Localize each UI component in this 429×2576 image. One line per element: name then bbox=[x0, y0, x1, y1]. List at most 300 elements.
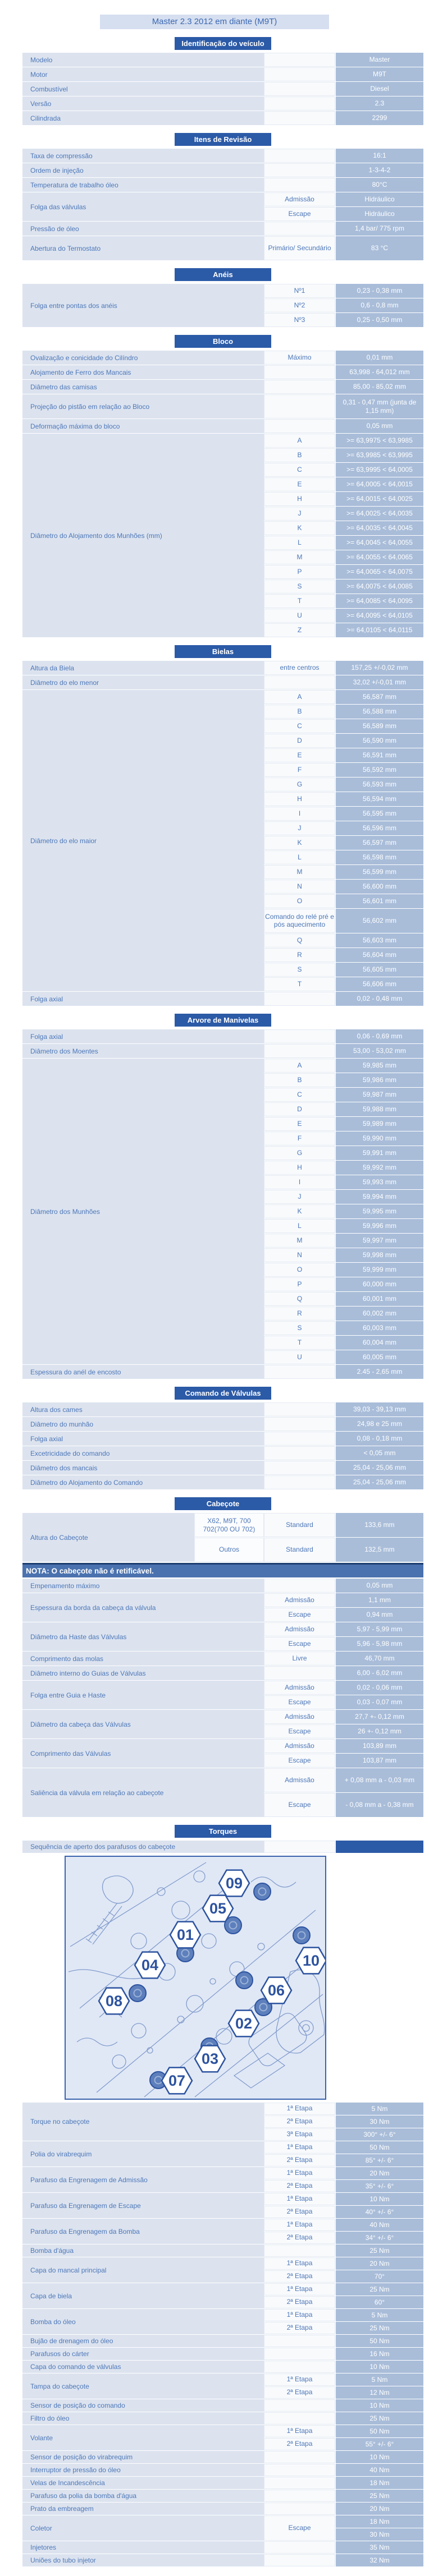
row-value: 25,04 - 25,06 mm bbox=[336, 1461, 423, 1475]
row-qualifier: D bbox=[264, 734, 335, 748]
row-value: 6,00 - 6,02 mm bbox=[336, 1666, 423, 1680]
row-label: Diâmetro da cabeça das Válvulas bbox=[22, 1710, 264, 1738]
row-value: 50 Nm bbox=[336, 2425, 423, 2437]
row-entries bbox=[264, 1417, 423, 1431]
row-entries bbox=[264, 2503, 423, 2515]
row-entry bbox=[264, 948, 423, 962]
row-entry bbox=[194, 1513, 423, 1537]
row-qualifier: 2ª Etapa bbox=[264, 2115, 335, 2128]
row-qualifier: N bbox=[264, 1248, 335, 1262]
row-entry bbox=[264, 2141, 423, 2154]
row-entries bbox=[264, 2335, 423, 2347]
row-label: Deformação máxima do bloco bbox=[22, 419, 264, 433]
row-qualifier: 2ª Etapa bbox=[264, 2296, 335, 2308]
row-qualifier: Q bbox=[264, 933, 335, 947]
row-label: Folga entre Guia e Haste bbox=[22, 1681, 264, 1709]
row-entry bbox=[264, 1365, 423, 1379]
row-value: 1,1 mm bbox=[336, 1593, 423, 1607]
spec-row bbox=[22, 1446, 423, 1460]
row-entry bbox=[264, 1446, 423, 1460]
row-qualifier: Standard bbox=[264, 1513, 335, 1537]
row-value: 0,06 - 0,69 mm bbox=[336, 1029, 423, 1043]
svg-text:02: 02 bbox=[235, 2015, 253, 2032]
row-label: Espessura do anél de encosto bbox=[22, 1365, 264, 1379]
row-value: 56,589 mm bbox=[336, 719, 423, 733]
row-entry bbox=[264, 2128, 423, 2141]
row-value: 0,31 - 0,47 mm (junta de 1,15 mm) bbox=[336, 394, 423, 418]
spec-row bbox=[22, 1666, 423, 1680]
spec-row bbox=[22, 192, 423, 221]
row-value: 56,602 mm bbox=[336, 909, 423, 933]
row-label: Folga das válvulas bbox=[22, 192, 264, 221]
row-entry bbox=[264, 222, 423, 236]
row-entries bbox=[264, 1622, 423, 1651]
svg-text:05: 05 bbox=[209, 1900, 227, 1917]
row-entry bbox=[264, 1793, 423, 1817]
row-value: 5,97 - 5,99 mm bbox=[336, 1622, 423, 1636]
row-qualifier bbox=[264, 2490, 335, 2502]
row-qualifier bbox=[264, 111, 335, 125]
row-qualifier: K bbox=[264, 836, 335, 850]
row-label: Taxa de compressão bbox=[22, 149, 264, 163]
section-header: Cabeçote bbox=[175, 1497, 271, 1510]
row-entry bbox=[264, 1073, 423, 1087]
row-qualifier: Admissão bbox=[264, 1593, 335, 1607]
row-qualifier: 1ª Etapa bbox=[264, 2103, 335, 2115]
svg-text:01: 01 bbox=[176, 1926, 194, 1943]
row-value: 25 Nm bbox=[336, 2412, 423, 2425]
row-value: 2.45 - 2,65 mm bbox=[336, 1365, 423, 1379]
row-qualifier bbox=[264, 1402, 335, 1416]
row-label: Capa do comando de válvulas bbox=[22, 2361, 264, 2373]
row-value: 2.3 bbox=[336, 96, 423, 111]
row-value: 20 Nm bbox=[336, 2257, 423, 2270]
spec-row bbox=[22, 163, 423, 177]
row-qualifier: J bbox=[264, 507, 335, 521]
row-label: Versão bbox=[22, 96, 264, 111]
row-qualifier bbox=[264, 1841, 335, 1853]
row-value: 5,96 - 5,98 mm bbox=[336, 1637, 423, 1651]
row-qualifier: 2ª Etapa bbox=[264, 2232, 335, 2244]
row-entry bbox=[264, 1652, 423, 1666]
row-entries bbox=[264, 2425, 423, 2450]
row-qualifier: T bbox=[264, 977, 335, 991]
variant-cell: Outros bbox=[194, 1538, 264, 1562]
row-value: 59,989 mm bbox=[336, 1117, 423, 1131]
row-entry bbox=[264, 1608, 423, 1622]
row-value: >= 64,0015 < 64,0025 bbox=[336, 492, 423, 506]
row-entry bbox=[264, 1432, 423, 1446]
row-value: >= 64,0085 < 64,0095 bbox=[336, 594, 423, 608]
row-entry bbox=[264, 2309, 423, 2321]
row-qualifier: Escape bbox=[264, 1793, 335, 1817]
row-qualifier: 2ª Etapa bbox=[264, 2438, 335, 2450]
row-qualifier: A bbox=[264, 690, 335, 704]
row-value: 10 Nm bbox=[336, 2399, 423, 2412]
row-entries bbox=[264, 2283, 423, 2308]
row-qualifier: 1ª Etapa bbox=[264, 2193, 335, 2205]
spec-row bbox=[22, 2515, 423, 2541]
row-label: Polia do virabrequim bbox=[22, 2141, 264, 2166]
row-value: 0,94 mm bbox=[336, 1608, 423, 1622]
row-value: 27,7 +- 0,12 mm bbox=[336, 1710, 423, 1724]
row-entries bbox=[264, 394, 423, 418]
svg-text:04: 04 bbox=[141, 1957, 159, 1974]
row-value: 85,00 - 85,02 mm bbox=[336, 380, 423, 394]
row-qualifier bbox=[264, 1432, 335, 1446]
row-entry bbox=[264, 2541, 423, 2554]
row-value: 35° +/- 6° bbox=[336, 2180, 423, 2192]
spec-row bbox=[22, 1622, 423, 1651]
row-label: Diâmetro dos mancais bbox=[22, 1461, 264, 1475]
row-qualifier: Escape bbox=[264, 1608, 335, 1622]
row-qualifier: F bbox=[264, 1131, 335, 1146]
spec-row bbox=[22, 2348, 423, 2360]
row-qualifier: Admissão bbox=[264, 192, 335, 206]
row-entry bbox=[264, 96, 423, 111]
row-entry bbox=[264, 2554, 423, 2566]
spec-row bbox=[22, 365, 423, 379]
spec-row bbox=[22, 2412, 423, 2425]
spec-row bbox=[22, 2193, 423, 2218]
row-value: 0,02 - 0,06 mm bbox=[336, 1681, 423, 1695]
row-entry bbox=[264, 836, 423, 850]
row-value: M9T bbox=[336, 67, 423, 81]
row-qualifier bbox=[264, 419, 335, 433]
row-qualifier: 2ª Etapa bbox=[264, 2154, 335, 2166]
row-value: 55° +/- 6° bbox=[336, 2438, 423, 2450]
row-entry bbox=[264, 719, 423, 733]
row-label: Alojamento de Ferro dos Mancais bbox=[22, 365, 264, 379]
spec-row bbox=[22, 1461, 423, 1475]
svg-text:03: 03 bbox=[201, 2050, 219, 2067]
row-value: 20 Nm bbox=[336, 2503, 423, 2515]
spec-row bbox=[22, 1029, 423, 1043]
row-value: 34° +/- 6° bbox=[336, 2232, 423, 2244]
row-entry bbox=[264, 661, 423, 675]
row-qualifier: I bbox=[264, 807, 335, 821]
row-value: 40° +/- 6° bbox=[336, 2206, 423, 2218]
row-value: Diesel bbox=[336, 82, 423, 96]
spec-row bbox=[22, 178, 423, 192]
section-header: Itens de Revisão bbox=[175, 133, 271, 146]
row-qualifier: Máximo bbox=[264, 351, 335, 365]
row-qualifier: entre centros bbox=[264, 661, 335, 675]
row-qualifier: 2ª Etapa bbox=[264, 2322, 335, 2334]
row-entry bbox=[264, 1088, 423, 1102]
row-qualifier: Nº2 bbox=[264, 298, 335, 312]
row-entry bbox=[264, 1175, 423, 1189]
row-value: 56,595 mm bbox=[336, 807, 423, 821]
row-entry bbox=[264, 1146, 423, 1160]
row-entries bbox=[264, 2244, 423, 2257]
row-entry bbox=[264, 1754, 423, 1768]
row-qualifier: Escape bbox=[264, 1724, 335, 1738]
row-qualifier: D bbox=[264, 1102, 335, 1116]
row-entries bbox=[264, 82, 423, 96]
row-label: Torque no cabeçote bbox=[22, 2103, 264, 2141]
spec-row bbox=[22, 67, 423, 81]
row-entry bbox=[264, 2206, 423, 2218]
row-entry bbox=[264, 850, 423, 864]
row-label: Sensor de posição do virabrequim bbox=[22, 2451, 264, 2463]
row-value: 0,05 mm bbox=[336, 419, 423, 433]
row-value: - 0,08 mm a - 0,38 mm bbox=[336, 1793, 423, 1817]
row-value: 10 Nm bbox=[336, 2361, 423, 2373]
row-entries bbox=[264, 1841, 423, 1853]
row-label: Abertura do Termostato bbox=[22, 236, 264, 260]
row-entries bbox=[264, 1681, 423, 1709]
row-entry bbox=[264, 2115, 423, 2128]
spec-row bbox=[22, 2141, 423, 2166]
row-entry bbox=[264, 894, 423, 908]
row-value: 56,601 mm bbox=[336, 894, 423, 908]
spec-row bbox=[22, 1417, 423, 1431]
spec-row bbox=[22, 2399, 423, 2412]
row-entry bbox=[264, 963, 423, 977]
row-label: Folga axial bbox=[22, 992, 264, 1006]
row-entry bbox=[264, 623, 423, 637]
row-value: 83 °C bbox=[336, 236, 423, 260]
row-label: Comprimento das molas bbox=[22, 1652, 264, 1666]
row-qualifier: 1ª Etapa bbox=[264, 2167, 335, 2179]
row-value: 25 Nm bbox=[336, 2490, 423, 2502]
row-value: 2299 bbox=[336, 111, 423, 125]
row-entries bbox=[264, 992, 423, 1006]
row-entries bbox=[264, 192, 423, 221]
row-value: >= 64,0005 < 64,0015 bbox=[336, 477, 423, 491]
row-qualifier: 1ª Etapa bbox=[264, 2309, 335, 2321]
row-value: 40 Nm bbox=[336, 2464, 423, 2476]
row-entries bbox=[264, 351, 423, 365]
row-label: Bomba d'água bbox=[22, 2244, 264, 2257]
row-qualifier: C bbox=[264, 719, 335, 733]
row-entries bbox=[264, 2361, 423, 2373]
row-value: 25 Nm bbox=[336, 2283, 423, 2296]
row-qualifier: 2ª Etapa bbox=[264, 2270, 335, 2283]
row-label: Parafuso da Engrenagem da Bomba bbox=[22, 2219, 264, 2244]
row-value: 50 Nm bbox=[336, 2141, 423, 2154]
row-entries bbox=[264, 1579, 423, 1593]
row-entry bbox=[264, 521, 423, 535]
row-qualifier: 1ª Etapa bbox=[264, 2283, 335, 2296]
row-qualifier: O bbox=[264, 1263, 335, 1277]
row-label: Altura da Biela bbox=[22, 661, 264, 675]
row-entry bbox=[264, 2464, 423, 2476]
spec-row bbox=[22, 1432, 423, 1446]
row-value: 59,990 mm bbox=[336, 1131, 423, 1146]
row-entry bbox=[264, 1277, 423, 1291]
spec-row bbox=[22, 394, 423, 418]
row-entries bbox=[264, 1029, 423, 1043]
row-entries bbox=[264, 1666, 423, 1680]
row-entries bbox=[264, 2412, 423, 2425]
row-label: Parafuso da Engrenagem de Escape bbox=[22, 2193, 264, 2218]
row-value: 30 Nm bbox=[336, 2115, 423, 2128]
row-entry bbox=[264, 690, 423, 704]
row-entries bbox=[264, 2373, 423, 2399]
row-value: 300° +/- 6° bbox=[336, 2128, 423, 2141]
row-value: 60,004 mm bbox=[336, 1336, 423, 1350]
row-value: 46,70 mm bbox=[336, 1652, 423, 1666]
row-qualifier bbox=[264, 67, 335, 81]
spec-row bbox=[22, 53, 423, 67]
row-value: >= 64,0105 < 64,0115 bbox=[336, 623, 423, 637]
row-qualifier: Z bbox=[264, 623, 335, 637]
row-value: 12 Nm bbox=[336, 2386, 423, 2399]
spec-row bbox=[22, 222, 423, 236]
row-entry bbox=[194, 1538, 423, 1562]
spec-row bbox=[22, 2373, 423, 2399]
row-entry bbox=[264, 909, 423, 933]
spec-row bbox=[22, 2361, 423, 2373]
row-qualifier: E bbox=[264, 748, 335, 762]
row-qualifier: M bbox=[264, 550, 335, 564]
page-title: Master 2.3 2012 em diante (M9T) bbox=[100, 15, 329, 29]
row-value: 1-3-4-2 bbox=[336, 163, 423, 177]
row-label: Bujão de drenagem do óleo bbox=[22, 2335, 264, 2347]
row-value: 25 Nm bbox=[336, 2244, 423, 2257]
row-entry bbox=[264, 778, 423, 792]
row-entry bbox=[264, 192, 423, 206]
row-label: Combustível bbox=[22, 82, 264, 96]
spec-row bbox=[22, 2244, 423, 2257]
row-entry bbox=[264, 236, 423, 260]
row-qualifier: Admissão bbox=[264, 1710, 335, 1724]
spec-row bbox=[22, 2464, 423, 2476]
row-value: Hidráulico bbox=[336, 207, 423, 221]
row-qualifier: U bbox=[264, 1350, 335, 1364]
row-value: 59,992 mm bbox=[336, 1161, 423, 1175]
row-qualifier bbox=[264, 2335, 335, 2347]
row-entries bbox=[264, 1446, 423, 1460]
row-label: Tampa do cabeçote bbox=[22, 2373, 264, 2399]
row-qualifier: S bbox=[264, 1321, 335, 1335]
row-qualifier: Escape bbox=[264, 1637, 335, 1651]
row-qualifier: 2ª Etapa bbox=[264, 2180, 335, 2192]
row-qualifier bbox=[264, 2554, 335, 2566]
row-entry bbox=[264, 2361, 423, 2373]
row-entry bbox=[264, 2322, 423, 2334]
row-value: 80°C bbox=[336, 178, 423, 192]
row-label: Modelo bbox=[22, 53, 264, 67]
row-entries bbox=[264, 2193, 423, 2218]
row-qualifier: H bbox=[264, 792, 335, 806]
row-entry bbox=[264, 463, 423, 477]
row-value: 60,005 mm bbox=[336, 1350, 423, 1364]
row-qualifier bbox=[264, 2477, 335, 2489]
row-value: 53,00 - 53,02 mm bbox=[336, 1044, 423, 1058]
row-value: 24,98 e 25 mm bbox=[336, 1417, 423, 1431]
row-qualifier bbox=[264, 222, 335, 236]
row-value: 157,25 +/-0,02 mm bbox=[336, 661, 423, 675]
row-entry bbox=[264, 507, 423, 521]
spec-row bbox=[22, 2103, 423, 2141]
row-qualifier bbox=[264, 2244, 335, 2257]
section-header: Torques bbox=[175, 1825, 271, 1838]
row-label: Altura do Cabeçote bbox=[22, 1513, 194, 1562]
row-qualifier: R bbox=[264, 1307, 335, 1321]
row-qualifier: A bbox=[264, 434, 335, 448]
row-qualifier: K bbox=[264, 521, 335, 535]
row-qualifier: Escape bbox=[264, 207, 335, 221]
row-label: Excetricidade do comando bbox=[22, 1446, 264, 1460]
row-qualifier: Primário/ Secundário bbox=[264, 236, 335, 260]
row-value: 32 Nm bbox=[336, 2554, 423, 2566]
row-entry bbox=[264, 1475, 423, 1489]
row-value: >= 64,0045 < 64,0055 bbox=[336, 536, 423, 550]
row-entry bbox=[264, 865, 423, 879]
row-value: 103,89 mm bbox=[336, 1739, 423, 1753]
row-entries bbox=[264, 1461, 423, 1475]
row-entry bbox=[264, 2180, 423, 2192]
row-entry bbox=[264, 1190, 423, 1204]
spec-row bbox=[22, 2167, 423, 2192]
spec-row bbox=[22, 2219, 423, 2244]
row-qualifier: N bbox=[264, 880, 335, 894]
row-entry bbox=[264, 1102, 423, 1116]
row-value: Master bbox=[336, 53, 423, 67]
row-value: 56,593 mm bbox=[336, 778, 423, 792]
row-qualifier: P bbox=[264, 1277, 335, 1291]
row-entry bbox=[264, 1117, 423, 1131]
row-qualifier: Nº3 bbox=[264, 313, 335, 327]
spec-row bbox=[22, 1841, 423, 1853]
row-entries bbox=[264, 2257, 423, 2283]
row-qualifier: J bbox=[264, 821, 335, 835]
row-label: Diâmetro interno do Guias de Válvulas bbox=[22, 1666, 264, 1680]
row-value: 56,594 mm bbox=[336, 792, 423, 806]
row-qualifier: K bbox=[264, 1204, 335, 1218]
row-qualifier bbox=[264, 178, 335, 192]
row-value: 60,003 mm bbox=[336, 1321, 423, 1335]
row-entry bbox=[264, 1219, 423, 1233]
row-qualifier: B bbox=[264, 705, 335, 719]
row-entry bbox=[264, 2425, 423, 2437]
row-value: Hidráulico bbox=[336, 192, 423, 206]
row-qualifier: G bbox=[264, 778, 335, 792]
row-value: 59,988 mm bbox=[336, 1102, 423, 1116]
row-qualifier: M bbox=[264, 865, 335, 879]
row-entries bbox=[264, 2541, 423, 2554]
row-entry bbox=[264, 1417, 423, 1431]
row-qualifier bbox=[264, 2361, 335, 2373]
row-value: 56,598 mm bbox=[336, 850, 423, 864]
row-entry bbox=[264, 1402, 423, 1416]
row-entry bbox=[264, 1724, 423, 1738]
spec-row bbox=[22, 1768, 423, 1817]
row-qualifier: 1ª Etapa bbox=[264, 2373, 335, 2386]
row-value: 0,08 - 0,18 mm bbox=[336, 1432, 423, 1446]
row-entries bbox=[264, 380, 423, 394]
row-value: 60° bbox=[336, 2296, 423, 2308]
row-entry bbox=[264, 933, 423, 947]
row-label: Empenamento máximo bbox=[22, 1579, 264, 1593]
row-entries bbox=[264, 2477, 423, 2489]
row-label: Folga axial bbox=[22, 1432, 264, 1446]
row-qualifier: T bbox=[264, 1336, 335, 1350]
row-entry bbox=[264, 1029, 423, 1043]
row-value: 5 Nm bbox=[336, 2373, 423, 2386]
row-qualifier: B bbox=[264, 1073, 335, 1087]
row-qualifier: I bbox=[264, 1175, 335, 1189]
row-label: Cilindrada bbox=[22, 111, 264, 125]
row-entries bbox=[264, 2309, 423, 2334]
row-entries bbox=[264, 2141, 423, 2166]
row-entry bbox=[264, 1593, 423, 1607]
spec-row bbox=[22, 2425, 423, 2450]
row-entries bbox=[264, 675, 423, 689]
